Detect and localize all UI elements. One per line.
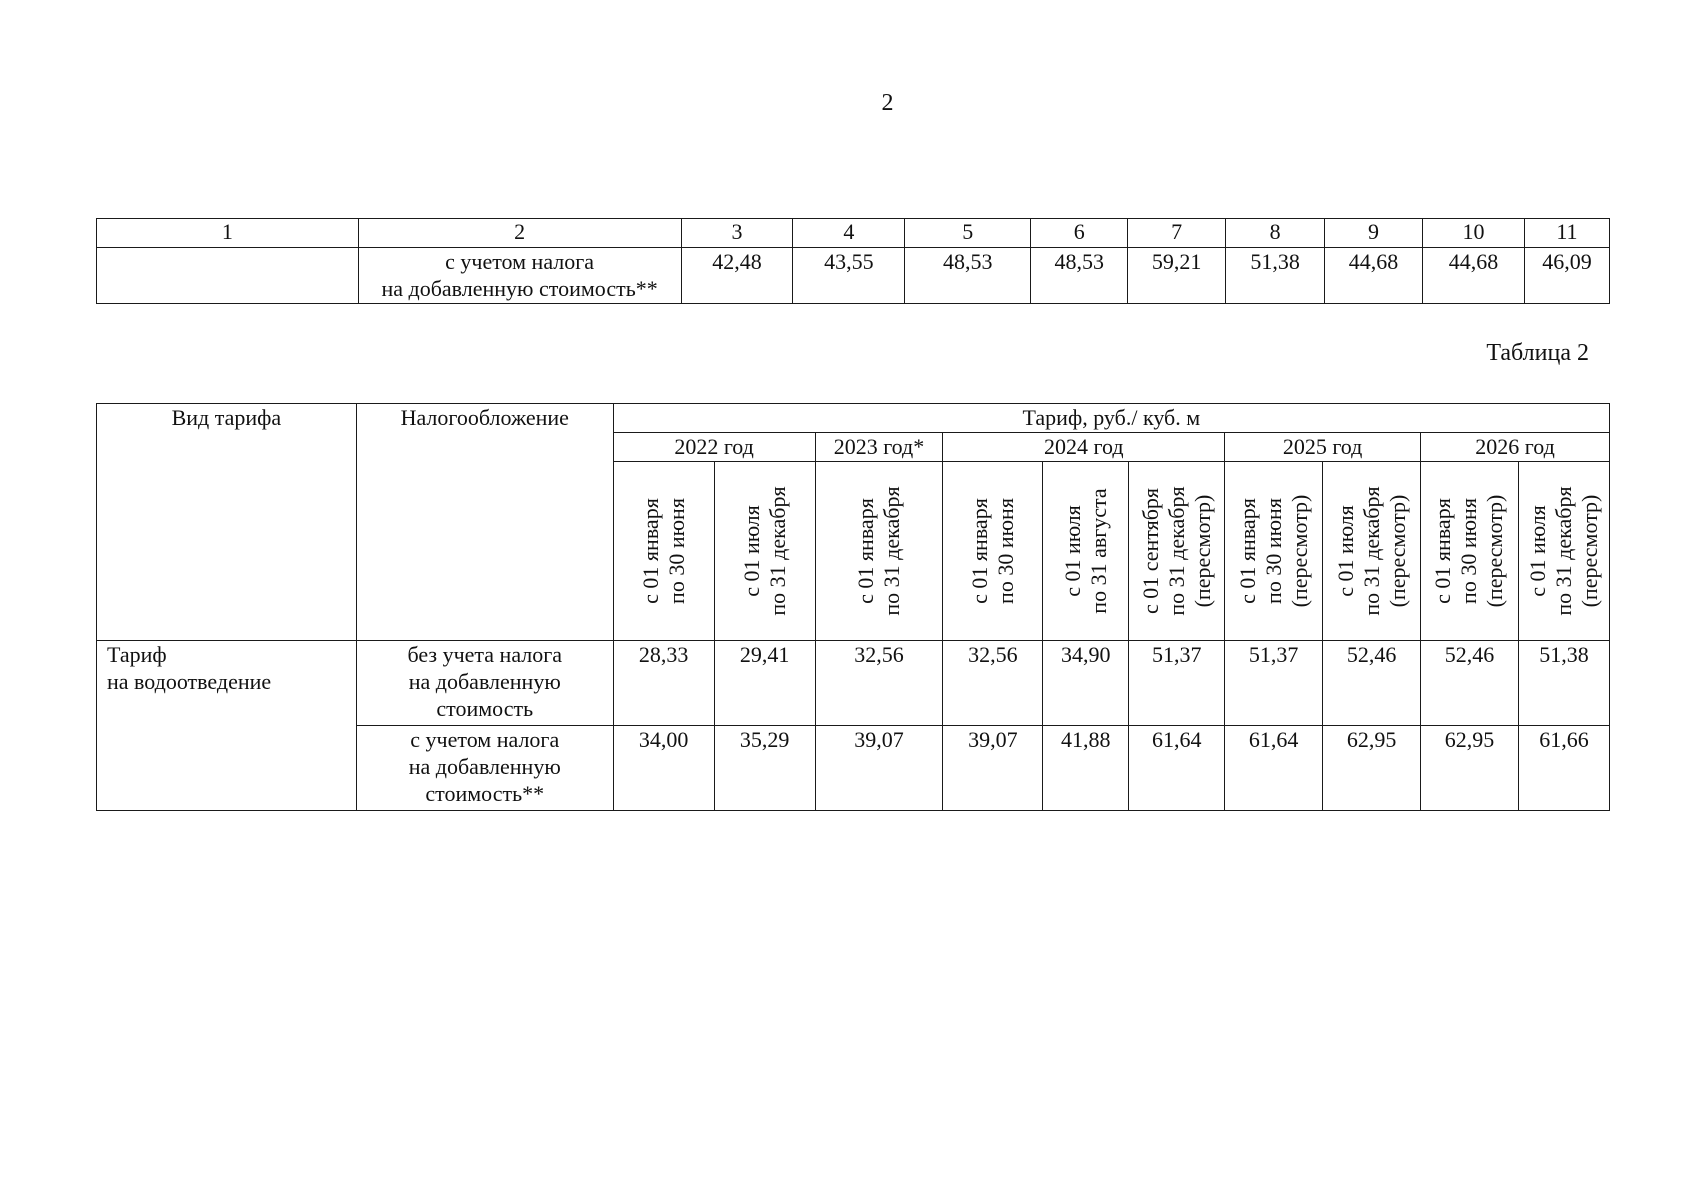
period-header <box>1129 462 1225 641</box>
taxation-header: Налогообложение <box>356 404 613 641</box>
period-label: с 01 июля по 31 декабря (пересмотр) <box>1332 486 1410 616</box>
value-cell: 28,33 <box>613 641 714 726</box>
value-cell: 39,07 <box>943 726 1043 811</box>
year-header: 2026 год <box>1421 433 1610 462</box>
column-number: 2 <box>358 219 681 248</box>
value-cell: 62,95 <box>1421 726 1519 811</box>
taxation-cell: с учетом налога на добавленную стоимость** <box>356 726 613 811</box>
header-row <box>97 404 1610 433</box>
year-header: 2023 год* <box>815 433 943 462</box>
continuation-table <box>96 218 1610 304</box>
period-label: с 01 января по 30 июня <box>637 498 689 604</box>
column-number: 11 <box>1524 219 1609 248</box>
column-number-row <box>97 219 1610 248</box>
period-header <box>943 462 1043 641</box>
column-number: 9 <box>1325 219 1423 248</box>
value-cell: 51,38 <box>1518 641 1609 726</box>
period-label: с 01 января по 31 декабря <box>852 486 904 616</box>
value-cell: 29,41 <box>714 641 815 726</box>
value-cell: 51,37 <box>1129 641 1225 726</box>
period-header <box>1225 462 1323 641</box>
period-header <box>613 462 714 641</box>
period-header <box>815 462 943 641</box>
period-label: с 01 июля по 31 августа <box>1059 488 1111 614</box>
tariff-type-cell: Тариф на водоотведение <box>97 641 357 811</box>
value-cell: 43,55 <box>793 248 905 304</box>
tariff-type-header: Вид тарифа <box>97 404 357 641</box>
period-label: с 01 июля по 31 декабря (пересмотр) <box>1524 486 1602 616</box>
year-header: 2022 год <box>613 433 815 462</box>
period-label: с 01 января по 30 июня (пересмотр) <box>1430 494 1508 608</box>
value-cell: 42,48 <box>681 248 793 304</box>
value-cell: 46,09 <box>1524 248 1609 304</box>
value-cell: 61,64 <box>1225 726 1323 811</box>
table-row <box>97 248 1610 304</box>
page-number: 2 <box>881 90 894 116</box>
value-cell: 44,68 <box>1325 248 1423 304</box>
year-header: 2024 год <box>943 433 1225 462</box>
value-cell: 48,53 <box>905 248 1031 304</box>
column-number: 8 <box>1226 219 1325 248</box>
tariff-type-cell <box>97 248 359 304</box>
table-row <box>97 641 1610 726</box>
value-cell: 35,29 <box>714 726 815 811</box>
period-label: с 01 июля по 31 декабря <box>738 486 790 616</box>
column-number: 10 <box>1423 219 1525 248</box>
period-label: с 01 января по 30 июня (пересмотр) <box>1234 494 1312 608</box>
column-number: 4 <box>793 219 905 248</box>
period-label: с 01 января по 30 июня <box>966 498 1018 604</box>
period-header <box>1421 462 1519 641</box>
value-cell: 34,00 <box>613 726 714 811</box>
value-cell: 61,64 <box>1129 726 1225 811</box>
value-cell: 62,95 <box>1323 726 1421 811</box>
value-cell: 44,68 <box>1423 248 1525 304</box>
column-number: 1 <box>97 219 359 248</box>
column-number: 7 <box>1128 219 1226 248</box>
column-number: 6 <box>1031 219 1128 248</box>
value-cell: 32,56 <box>943 641 1043 726</box>
period-header <box>714 462 815 641</box>
taxation-cell: без учета налога на добавленную стоимость <box>356 641 613 726</box>
column-number: 5 <box>905 219 1031 248</box>
value-cell: 51,38 <box>1226 248 1325 304</box>
period-header <box>1323 462 1421 641</box>
year-header: 2025 год <box>1225 433 1421 462</box>
period-header <box>1518 462 1609 641</box>
value-cell: 52,46 <box>1421 641 1519 726</box>
value-cell: 41,88 <box>1043 726 1129 811</box>
value-cell: 52,46 <box>1323 641 1421 726</box>
tariff-unit-header: Тариф, руб./ куб. м <box>613 404 1609 433</box>
period-label: с 01 сентября по 31 декабря (пересмотр) <box>1137 486 1215 616</box>
value-cell: 51,37 <box>1225 641 1323 726</box>
taxation-cell: с учетом налога на добавленную стоимость** <box>358 248 681 304</box>
value-cell: 59,21 <box>1128 248 1226 304</box>
value-cell: 34,90 <box>1043 641 1129 726</box>
value-cell: 39,07 <box>815 726 943 811</box>
tariff-table <box>96 403 1610 811</box>
table-caption: Таблица 2 <box>1486 340 1589 366</box>
column-number: 3 <box>681 219 793 248</box>
period-header <box>1043 462 1129 641</box>
value-cell: 32,56 <box>815 641 943 726</box>
value-cell: 48,53 <box>1031 248 1128 304</box>
value-cell: 61,66 <box>1518 726 1609 811</box>
